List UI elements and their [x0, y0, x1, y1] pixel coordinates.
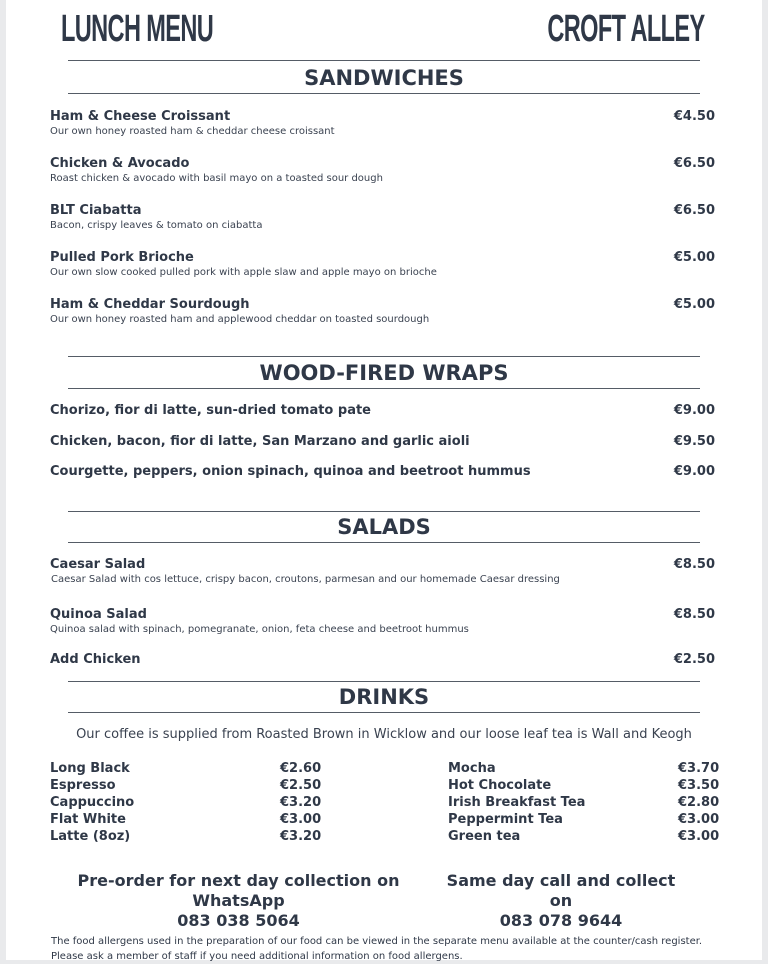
menu-item-name: Courgette, peppers, onion spinach, quinoa and beetroot hummus	[50, 465, 531, 478]
divider	[68, 356, 700, 357]
drink-name: Flat White	[50, 813, 126, 826]
drink-price: €2.80	[678, 796, 719, 809]
menu-item-name: BLT Ciabatta	[50, 204, 141, 217]
menu-item-price: €4.50	[674, 110, 715, 123]
divider	[68, 388, 700, 389]
drink-name: Espresso	[50, 779, 116, 792]
drink-price: €3.50	[678, 779, 719, 792]
brand-name: CROFT ALLEY	[548, 10, 705, 48]
divider	[68, 681, 700, 682]
sameday-label: Same day call and collect on	[446, 871, 676, 911]
allergen-line: The food allergens used in the preparation of our food can be viewed in the separate menu available at the counter/cash register.	[51, 935, 731, 950]
drink-price: €2.50	[280, 779, 321, 792]
menu-item-price: €9.00	[674, 404, 715, 417]
menu-item-price: €5.00	[674, 251, 715, 264]
drink-name: Green tea	[448, 830, 520, 843]
menu-item-price: €6.50	[674, 204, 715, 217]
divider	[68, 542, 700, 543]
section-title-drinks: DRINKS	[6, 687, 762, 708]
divider	[68, 60, 700, 61]
menu-item-name: Ham & Cheese Croissant	[50, 110, 230, 123]
drink-name: Latte (8oz)	[50, 830, 130, 843]
divider	[68, 93, 700, 94]
section-title-salads: SALADS	[6, 517, 762, 538]
menu-item-description: Bacon, crispy leaves & tomato on ciabatta	[50, 221, 262, 231]
menu-item-description: Caesar Salad with cos lettuce, crispy bacon, croutons, parmesan and our homemade Caesar dressing	[51, 575, 560, 585]
drink-price: €3.20	[280, 830, 321, 843]
menu-item-price: €8.50	[674, 558, 715, 571]
menu-item-name: Ham & Cheddar Sourdough	[50, 298, 250, 311]
drink-price: €3.00	[280, 813, 321, 826]
menu-item-price: €6.50	[674, 157, 715, 170]
menu-item-name: Caesar Salad	[50, 558, 145, 571]
drink-price: €3.70	[678, 762, 719, 775]
menu-title: LUNCH MENU	[61, 10, 213, 48]
section-title-sandwiches: SANDWICHES	[6, 68, 762, 89]
menu-item-price: €9.00	[674, 465, 715, 478]
menu-item-description: Our own honey roasted ham & cheddar cheese croissant	[50, 127, 335, 137]
menu-item-name: Add Chicken	[50, 653, 141, 666]
drink-name: Mocha	[448, 762, 496, 775]
divider	[68, 712, 700, 713]
preorder-block	[46, 871, 431, 931]
preorder-label: Pre-order for next day collection on WhatsApp	[46, 871, 431, 911]
allergen-line: Please ask a member of staff if you need additional information on food allergens.	[51, 950, 731, 964]
menu-item-price: €8.50	[674, 608, 715, 621]
menu-item-name: Quinoa Salad	[50, 608, 147, 621]
drink-price: €3.00	[678, 830, 719, 843]
menu-item-description: Our own honey roasted ham and applewood cheddar on toasted sourdough	[50, 315, 429, 325]
menu-item-name: Chorizo, fior di latte, sun-dried tomato pate	[50, 404, 371, 417]
menu-item-price: €5.00	[674, 298, 715, 311]
menu-item-name: Pulled Pork Brioche	[50, 251, 194, 264]
sameday-block	[446, 871, 676, 931]
drink-price: €2.60	[280, 762, 321, 775]
menu-item-price: €9.50	[674, 435, 715, 448]
drink-name: Irish Breakfast Tea	[448, 796, 585, 809]
menu-item-description: Our own slow cooked pulled pork with apple slaw and apple mayo on brioche	[50, 268, 437, 278]
drink-name: Long Black	[50, 762, 130, 775]
whatsapp-number[interactable]: 083 038 5064	[46, 911, 431, 931]
phone-number[interactable]: 083 078 9644	[446, 911, 676, 931]
menu-page	[6, 0, 762, 960]
menu-item-name: Chicken, bacon, fior di latte, San Marzano and garlic aioli	[50, 435, 470, 448]
section-title-wraps: WOOD-FIRED WRAPS	[6, 363, 762, 384]
menu-item-name: Chicken & Avocado	[50, 157, 189, 170]
divider	[68, 511, 700, 512]
drink-name: Hot Chocolate	[448, 779, 551, 792]
drink-name: Cappuccino	[50, 796, 134, 809]
menu-item-description: Quinoa salad with spinach, pomegranate, onion, feta cheese and beetroot hummus	[50, 625, 469, 635]
menu-item-price: €2.50	[674, 653, 715, 666]
drink-name: Peppermint Tea	[448, 813, 563, 826]
drinks-supplier-note: Our coffee is supplied from Roasted Brown in Wicklow and our loose leaf tea is Wall and Keogh	[6, 728, 762, 741]
drink-price: €3.00	[678, 813, 719, 826]
menu-item-description: Roast chicken & avocado with basil mayo on a toasted sour dough	[50, 174, 383, 184]
drink-price: €3.20	[280, 796, 321, 809]
